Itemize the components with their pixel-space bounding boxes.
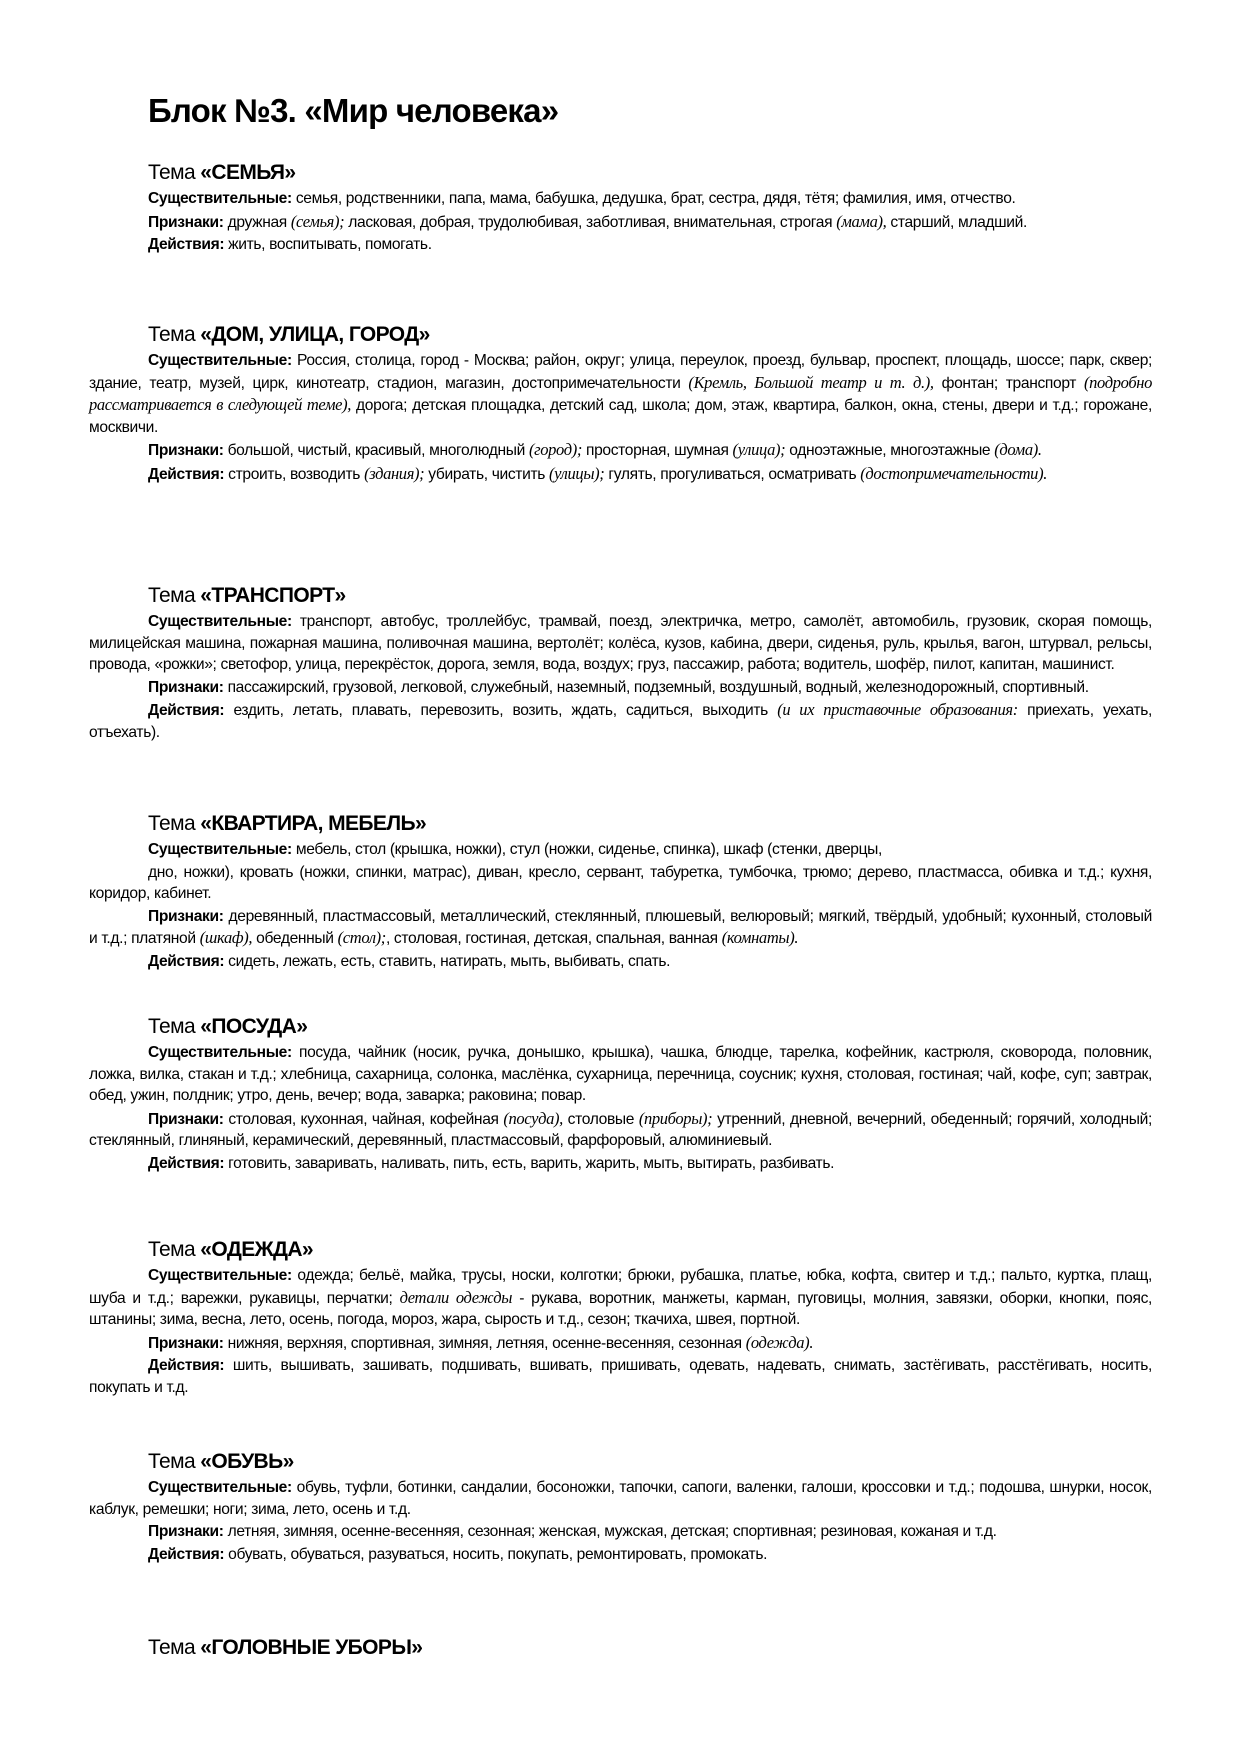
- vocabulary-paragraph: [89, 1265, 1152, 1331]
- topic-prefix: Тема: [148, 323, 196, 346]
- topic-heading: [148, 322, 1152, 348]
- topic-name: «СЕМЬЯ»: [200, 161, 296, 184]
- topic-heading: [148, 1449, 1152, 1475]
- word-list: посуда, чайник (носик, ручка, донышко, крышка), чашка, блюдце, тарелка, кофейник, кастрюля, сковорода, половник, ложка, вилка, стакан и т.д.; хлебница, сахарница, солонка, маслёнка, сухарница, перечница, соусник; кухня, столовая, гостиная; чай, кофе, суп; завтрак, обед, ужин, полдник; утро, день, вечер; вода, заварка; раковина; повар.: [89, 1044, 1152, 1105]
- vocabulary-paragraph: [89, 1042, 1152, 1107]
- word-list: дружная: [223, 213, 291, 231]
- word-list: просторная, шумная: [582, 442, 733, 460]
- category-label: Существительные:: [148, 841, 292, 858]
- italic-note: (подробно рассматривается в следующей теме),: [89, 372, 1153, 415]
- vocabulary-paragraph: [89, 862, 1152, 905]
- word-list: транспорт, автобус, троллейбус, трамвай, поезд, электричка, метро, самолёт, автомобиль, грузовик, скорая помощь, милицейская машина, пожарная машина, поливочная машина, вертолёт; колёса, кузов, кабина, двери, сиденья, руль, крылья, вагон, штурвал, рельсы, провода, «рожки»; светофор, улица, перекрёсток, дорога, земля, вода, воздух; груз, пассажир, работа; водитель, шофёр, пилот, капитан, машинист.: [89, 613, 1152, 674]
- word-list: ездить, летать, плавать, перевозить, возить, ждать, садиться, выходить: [224, 702, 778, 720]
- word-list: обеденный: [252, 930, 338, 948]
- category-label: Действия:: [148, 1154, 225, 1172]
- category-label: Признаки:: [148, 1110, 224, 1128]
- topic-name: «ДОМ, УЛИЦА, ГОРОД»: [200, 323, 430, 346]
- topic-prefix: Тема: [148, 1450, 196, 1473]
- italic-note: (посуда),: [503, 1108, 563, 1128]
- topic-heading: [148, 160, 1152, 186]
- vocabulary-paragraph: [89, 1108, 1152, 1152]
- vocabulary-paragraph: [89, 439, 1152, 462]
- word-list: летняя, зимняя, осенне-весенняя, сезонная; женская, мужская, детская; спортивная; резиновая, кожаная и т.д.: [223, 1523, 997, 1541]
- vocabulary-paragraph: [89, 211, 1152, 234]
- word-list: строить, возводить: [224, 465, 365, 483]
- word-list: старший, младший.: [886, 213, 1028, 231]
- word-list: столовые: [562, 1110, 639, 1128]
- vocabulary-paragraph: [89, 1521, 1152, 1543]
- topic-prefix: Тема: [148, 161, 196, 184]
- italic-note: (достопримечательности).: [860, 463, 1047, 483]
- italic-note: (дома).: [994, 440, 1042, 460]
- category-label: Существительные:: [148, 1044, 292, 1061]
- italic-note: (приборы);: [638, 1108, 713, 1128]
- category-label: Признаки:: [148, 213, 224, 231]
- topic-prefix: Тема: [148, 1238, 196, 1261]
- word-list: семья, родственники, папа, мама, бабушка, дедушка, брат, сестра, дядя, тётя; фамилия, имя, отчество.: [291, 190, 1016, 207]
- word-list: ласковая, добрая, трудолюбивая, заботливая, внимательная, строгая: [344, 213, 837, 231]
- vocabulary-paragraph: [89, 906, 1152, 950]
- vocabulary-paragraph: [89, 699, 1152, 743]
- word-list: обувать, обуваться, разуваться, носить, покупать, ремонтировать, промокать.: [224, 1545, 768, 1563]
- vocabulary-paragraph: [89, 611, 1152, 676]
- topic-section: [89, 583, 1152, 745]
- word-list: сидеть, лежать, есть, ставить, натирать, мыть, выбивать, спать.: [224, 952, 671, 970]
- topic-section: [89, 1449, 1152, 1566]
- italic-note: (одежда).: [745, 1332, 814, 1352]
- category-label: Существительные:: [148, 190, 292, 207]
- italic-note: (улица);: [732, 440, 786, 460]
- vocabulary-paragraph: [89, 188, 1152, 210]
- word-list: жить, воспитывать, помогать.: [224, 236, 432, 254]
- category-label: Существительные:: [148, 1479, 292, 1496]
- topic-prefix: Тема: [148, 1015, 196, 1038]
- italic-note: (стол);: [337, 928, 386, 948]
- word-list: одноэтажные, многоэтажные: [785, 442, 995, 460]
- word-list: деревянный, пластмассовый, металлический, стеклянный, плюшевый, велюровый; мягкий, твёрдый, удобный; кухонный, столовый и т.д.; платяной: [89, 907, 1152, 948]
- topic-section: [89, 322, 1152, 487]
- vocabulary-paragraph: [89, 1355, 1152, 1398]
- category-label: Признаки:: [148, 907, 224, 925]
- word-list: утренний, дневной, вечерний, обеденный; горячий, холодный; стеклянный, глиняный, керамический, деревянный, пластмассовый, фарфоровый, алюминиевый.: [89, 1110, 1152, 1150]
- topic-name: «ГОЛОВНЫЕ УБОРЫ»: [200, 1636, 423, 1659]
- category-label: Существительные:: [148, 613, 292, 630]
- italic-note: (семья);: [290, 211, 345, 231]
- vocabulary-paragraph: [89, 839, 1152, 861]
- vocabulary-paragraph: [89, 1477, 1152, 1520]
- category-label: Существительные:: [148, 352, 292, 369]
- category-label: Признаки:: [148, 442, 224, 460]
- word-list: убирать, чистить: [424, 465, 549, 483]
- italic-note: (комнаты).: [721, 928, 799, 948]
- category-label: Действия:: [148, 236, 225, 254]
- category-label: Признаки:: [148, 1334, 224, 1352]
- word-list: мебель, стол (крышка, ножки), стул (ножки, сиденье, спинка), шкаф (стенки, дверцы,: [291, 841, 883, 858]
- word-list: дорога; детская площадка, детский сад, школа; дом, этаж, квартира, балкон, окна, стены, двери и т.д.; горожане, москвичи.: [89, 397, 1152, 436]
- word-list: гулять, прогуливаться, осматривать: [604, 465, 861, 483]
- vocabulary-paragraph: [89, 350, 1152, 438]
- vocabulary-paragraph: [89, 1544, 1152, 1566]
- category-label: Действия:: [148, 952, 225, 970]
- page-title: Блок №3. «Мир человека»: [148, 92, 559, 129]
- vocabulary-paragraph: [89, 234, 1152, 256]
- vocabulary-paragraph: [89, 951, 1152, 973]
- italic-note: (и их приставочные образования:: [777, 700, 1018, 720]
- topic-heading: [148, 811, 1152, 837]
- word-list: столовая, кухонная, чайная, кофейная: [223, 1110, 504, 1128]
- vocabulary-paragraph: [89, 1332, 1152, 1355]
- topic-section: [89, 1014, 1152, 1176]
- topic-heading: [148, 1014, 1152, 1040]
- topic-name: «КВАРТИРА, МЕБЕЛЬ»: [200, 812, 427, 835]
- topic-name: «ПОСУДА»: [200, 1015, 308, 1038]
- topic-section: [89, 160, 1152, 257]
- word-list: шить, вышивать, зашивать, подшивать, вшивать, пришивать, одевать, надевать, снимать, застёгивать, расстёгивать, носить, покупать и т.д.: [89, 1357, 1152, 1396]
- topic-section: [89, 1237, 1152, 1400]
- category-label: Существительные:: [148, 1267, 292, 1284]
- word-list: обувь, туфли, ботинки, сандалии, босоножки, тапочки, сапоги, валенки, галоши, кроссовки и т.д.; подошва, шнурки, носок, каблук, ремешки; ноги; зима, лето, осень и т.д.: [89, 1479, 1152, 1518]
- word-list: дно, ножки), кровать (ножки, спинки, матрас), диван, кресло, сервант, табуретка, тумбочка, трюмо; дерево, пластмасса, обивка и т.д.; кухня, коридор, кабинет.: [89, 863, 1152, 903]
- category-label: Признаки:: [148, 678, 224, 696]
- word-list: фонтан; транспорт: [933, 374, 1085, 392]
- word-list: Россия, столица, город - Москва; район, округ; улица, переулок, проезд, бульвар, проспект, площадь, шоссе; парк, сквер; здание, театр, музей, цирк, кинотеатр, стадион, магазин, достопримечательности: [89, 352, 1152, 392]
- topic-section: [89, 811, 1152, 974]
- vocabulary-paragraph: [89, 463, 1152, 486]
- word-list: приехать, уехать, отъехать).: [89, 702, 1153, 741]
- italic-note: (здания);: [364, 463, 425, 483]
- vocabulary-paragraph: [89, 1153, 1152, 1175]
- italic-note: (Кремль, Большой театр и т. д.),: [688, 372, 934, 392]
- topic-name: «ОДЕЖДА»: [200, 1238, 313, 1261]
- topic-prefix: Тема: [148, 584, 196, 607]
- vocabulary-paragraph: [89, 677, 1152, 699]
- topic-heading: [148, 1237, 1152, 1263]
- word-list: большой, чистый, красивый, многолюдный: [223, 442, 529, 460]
- category-label: Действия:: [148, 465, 225, 483]
- category-label: Действия:: [148, 702, 225, 720]
- topic-prefix: Тема: [148, 812, 196, 835]
- word-list: нижняя, верхняя, спортивная, зимняя, летняя, осенне-весенняя, сезонная: [223, 1334, 746, 1352]
- category-label: Признаки:: [148, 1523, 224, 1541]
- italic-note: (шкаф),: [199, 928, 253, 948]
- topic-heading: [148, 1635, 1152, 1661]
- topic-prefix: Тема: [148, 1636, 196, 1659]
- topic-section: [89, 1635, 1152, 1663]
- word-list: , столовая, гостиная, детская, спальная, ванная: [385, 930, 722, 948]
- italic-note: (мама),: [836, 211, 887, 231]
- italic-note: (город);: [528, 440, 582, 460]
- category-label: Действия:: [148, 1357, 225, 1375]
- italic-note: (улицы);: [549, 463, 605, 483]
- topic-name: «ТРАНСПОРТ»: [200, 584, 346, 607]
- word-list: - рукава, воротник, манжеты, карман, пуговицы, молния, завязки, оборки, кнопки, пояс, штанины; зима, весна, лето, осень, погода, мороз, жара, сырость и т.д., сезон; ткачиха, швея, портной.: [89, 1289, 1153, 1329]
- italic-note: детали одежды: [399, 1287, 513, 1307]
- word-list: пассажирский, грузовой, легковой, служебный, наземный, подземный, воздушный, водный, железнодорожный, спортивный.: [223, 678, 1089, 696]
- word-list: одежда; бельё, майка, трусы, носки, колготки; брюки, рубашка, платье, юбка, кофта, свитер и т.д.; пальто, куртка, плащ, шуба и т.д.; варежки, рукавицы, перчатки;: [89, 1267, 1152, 1307]
- topic-name: «ОБУВЬ»: [200, 1450, 294, 1473]
- topic-heading: [148, 583, 1152, 609]
- word-list: готовить, заваривать, наливать, пить, есть, варить, жарить, мыть, вытирать, разбивать.: [224, 1154, 835, 1172]
- category-label: Действия:: [148, 1545, 225, 1563]
